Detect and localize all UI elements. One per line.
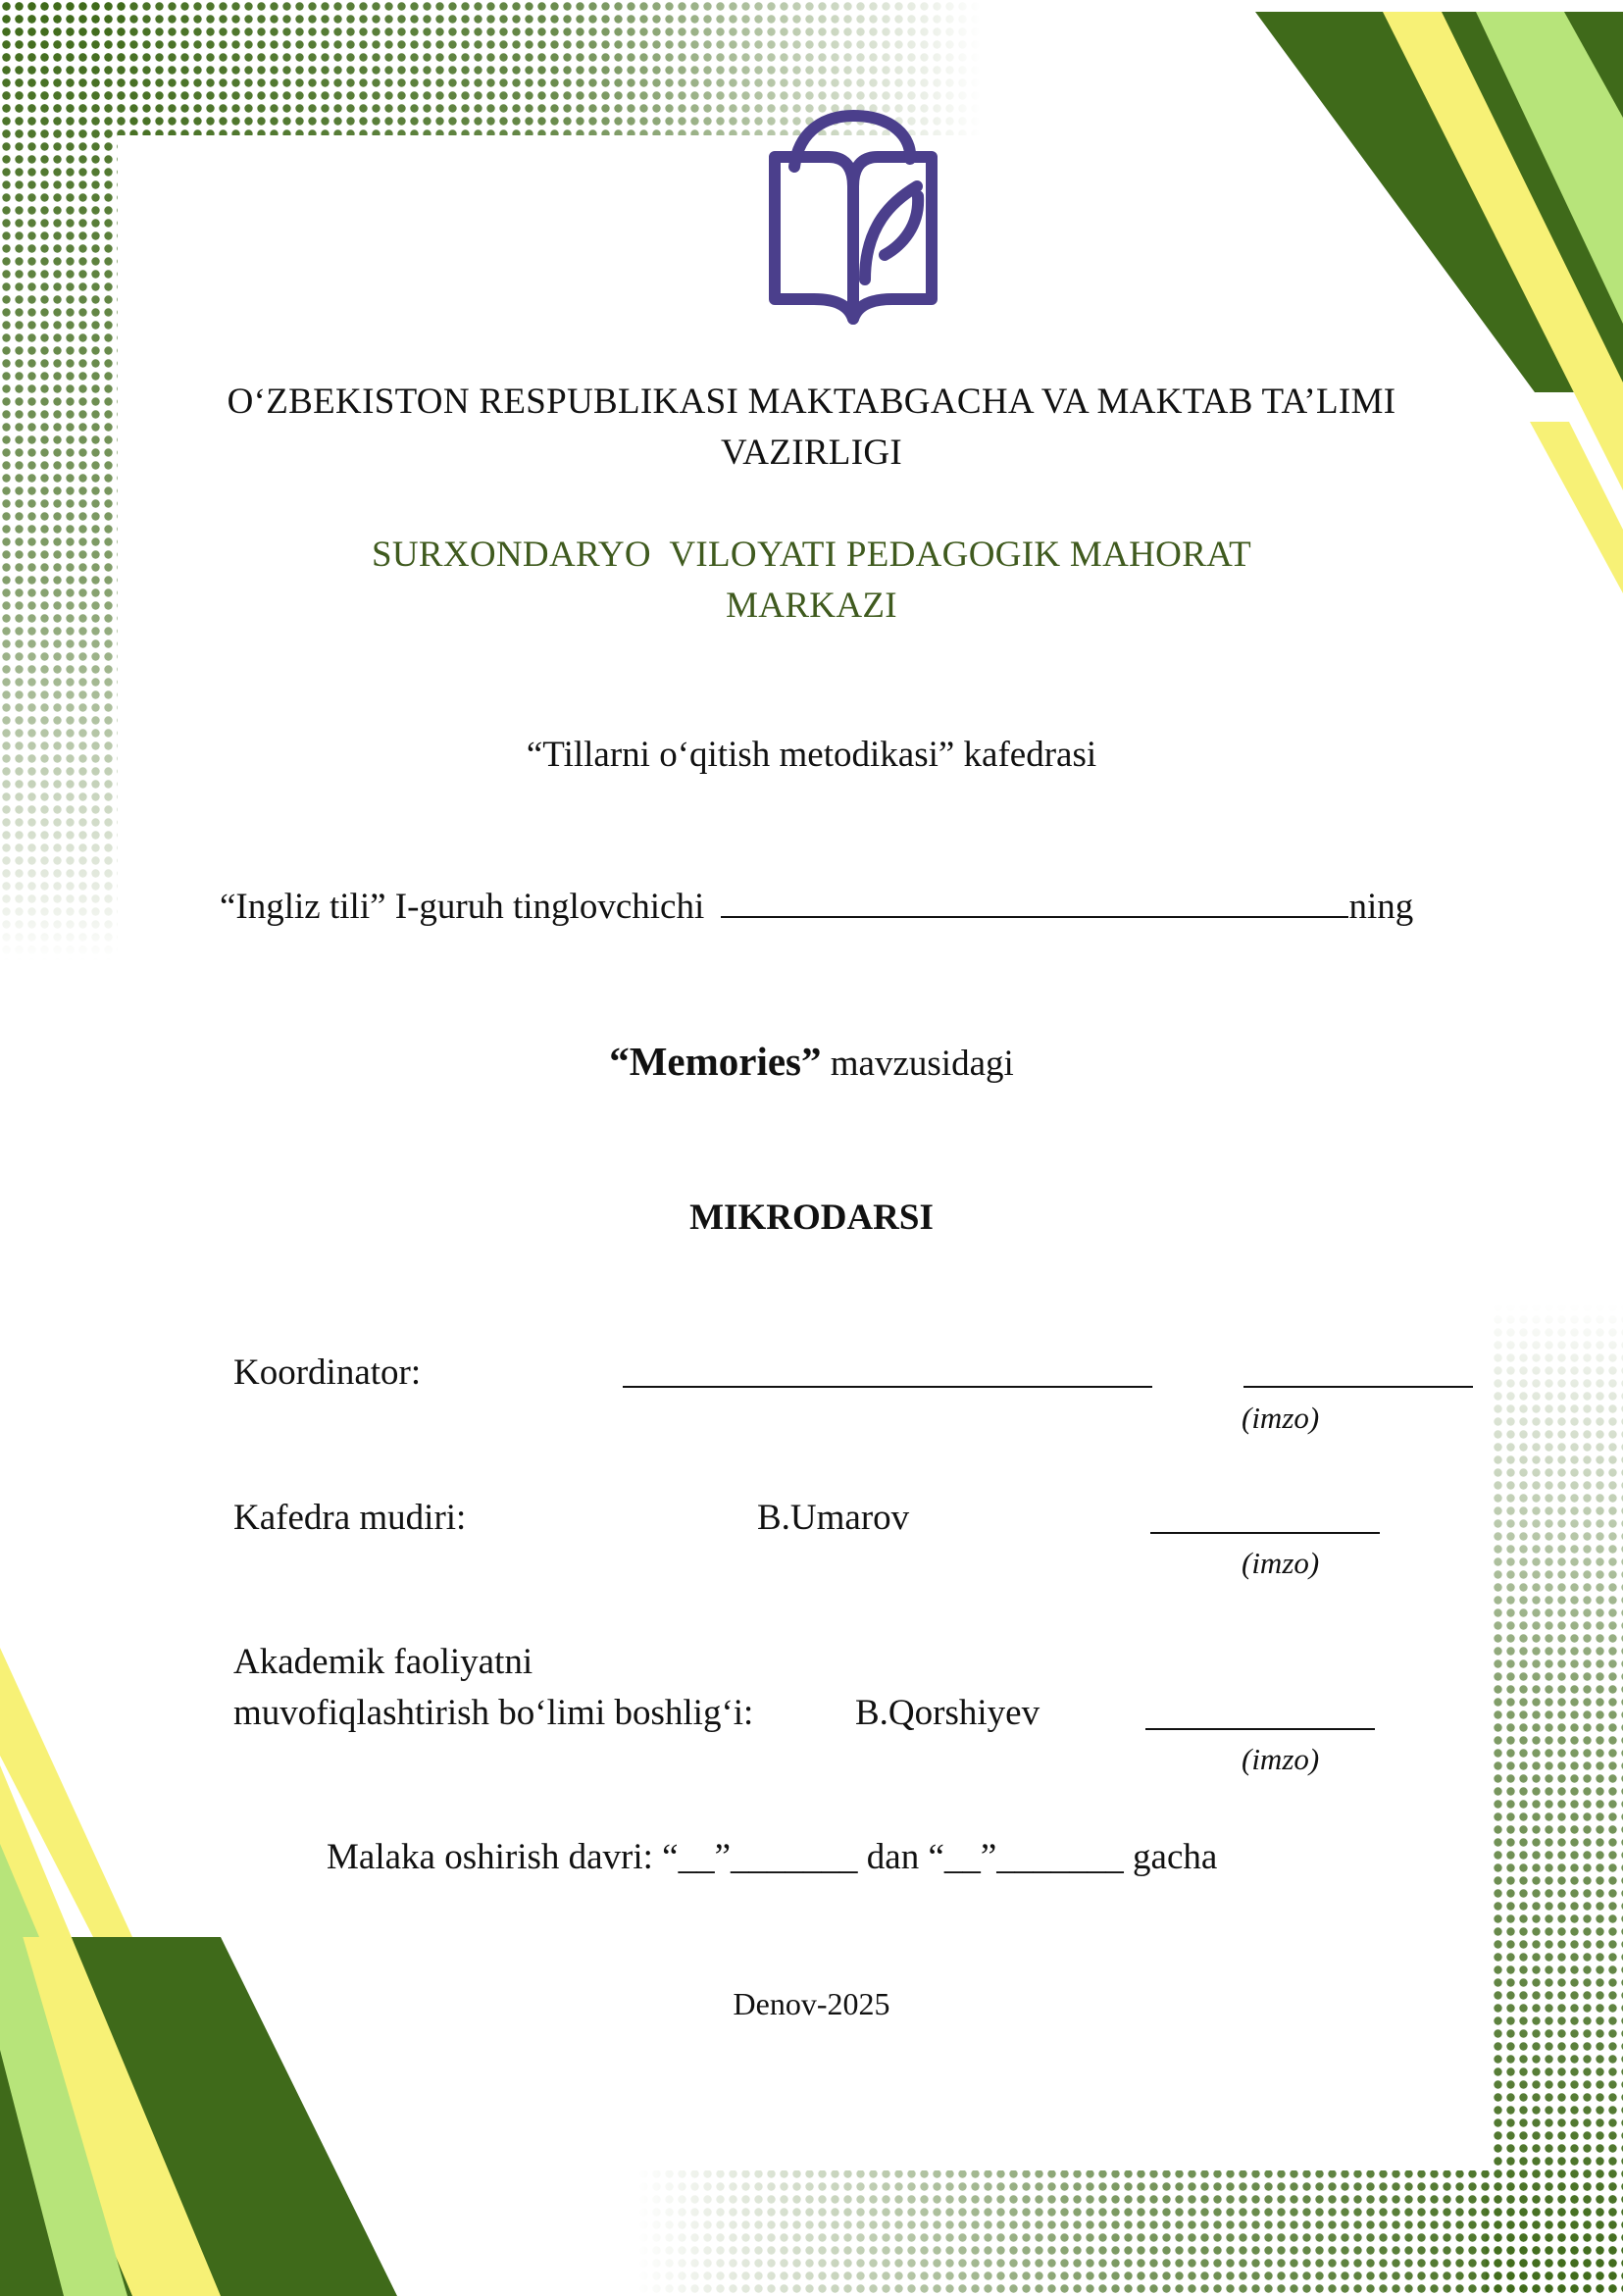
head-signature-line[interactable] [1150,1532,1380,1534]
student-name-blank[interactable] [721,887,1348,918]
ministry-line-2: VAZIRLIGI [721,433,902,473]
head-name: B.Umarov [757,1498,910,1538]
student-line [220,886,1413,928]
academic-signature-line[interactable] [1145,1728,1375,1730]
academic-label-line-2: muvofiqlashtirish bo‘limi boshlig‘i: [233,1693,754,1733]
training-period: Malaka oshirish davri: “__”_______ dan “__”_______ gacha [327,1837,1218,1877]
organization-title [0,530,1623,632]
student-suffix: ning [1348,887,1414,927]
coordinator-label: Koordinator: [233,1352,422,1393]
department-name: “Tillarni o‘qitish metodikasi” kafedrasi [526,735,1097,775]
academic-label-line-1: Akademik faoliyatni [233,1642,533,1682]
topic-suffix: mavzusidagi [821,1044,1014,1084]
organization-line-1: SURXONDARYO VILOYATI PEDAGOGIK MAHORAT [372,535,1251,575]
coordinator-name-line[interactable] [623,1386,1152,1388]
student-prefix: “Ingliz tili” I-guruh tinglovchichi [220,887,705,927]
coordinator-signature-line[interactable] [1243,1386,1473,1388]
open-book-leaf-logo-icon [755,108,951,338]
topic-line [0,1038,1623,1085]
ministry-line-1: O‘ZBEKISTON RESPUBLIKASI MAKTABGACHA VA MAKTAB TA’LIMI [227,382,1396,422]
organization-line-2: MARKAZI [726,586,897,626]
head-label: Kafedra mudiri: [233,1498,467,1538]
topic-title: “Memories” [609,1039,822,1084]
academic-name: B.Qorshiyev [855,1693,1040,1733]
academic-signature-hint: (imzo) [1242,1742,1320,1776]
ministry-title [0,377,1623,479]
place-year: Denov-2025 [733,1986,890,2021]
coordinator-signature-hint: (imzo) [1242,1401,1320,1435]
document-type: MIKRODARSI [689,1198,934,1238]
head-signature-hint: (imzo) [1242,1546,1320,1580]
